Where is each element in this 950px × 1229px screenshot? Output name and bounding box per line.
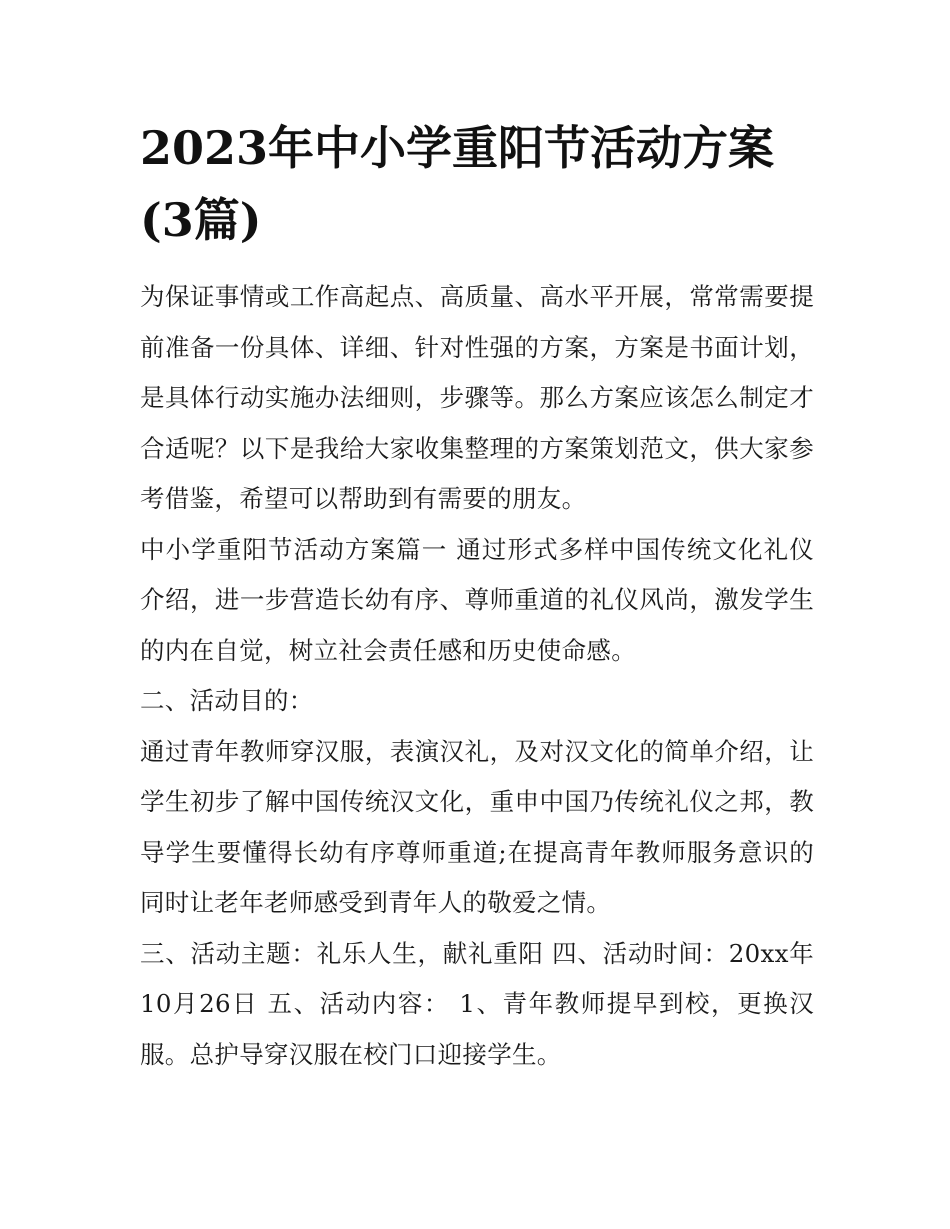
plan-one-paragraph: 中小学重阳节活动方案篇一 通过形式多样中国传统文化礼仪介绍，进一步营造长幼有序、尊师重道的礼仪风尚，激发学生的内在自觉，树立社会责任感和历史使命感。 xyxy=(140,534,814,665)
purpose-paragraph: 通过青年教师穿汉服，表演汉礼，及对汉文化的简单介绍，让学生初步了解中国传统汉文化，重申中国乃传统礼仪之邦，教导学生要懂得长幼有序尊师重道;在提高青年教师服务意识的同时让老年老师感受到青年人的敬爱之情。 xyxy=(140,736,814,917)
section-heading-purpose: 二、活动目的： xyxy=(140,686,314,715)
intro-paragraph: 为保证事情或工作高起点、高质量、高水平开展，常常需要提前准备一份具体、详细、针对性强的方案，方案是书面计划，是具体行动实施办法细则，步骤等。那么方案应该怎么制定才合适呢？以下是我给大家收集整理的方案策划范文，供大家参考借鉴，希望可以帮助到有需要的朋友。 xyxy=(140,282,814,513)
theme-time-content-paragraph: 三、活动主题：礼乐人生，献礼重阳 四、活动时间：20xx年10月26日 五、活动内容： 1、青年教师提早到校，更换汉服。总护导穿汉服在校门口迎接学生。 xyxy=(140,938,814,1069)
document-title: 2023年中小学重阳节活动方案(3篇) xyxy=(140,121,775,247)
document-body xyxy=(140,272,814,1080)
